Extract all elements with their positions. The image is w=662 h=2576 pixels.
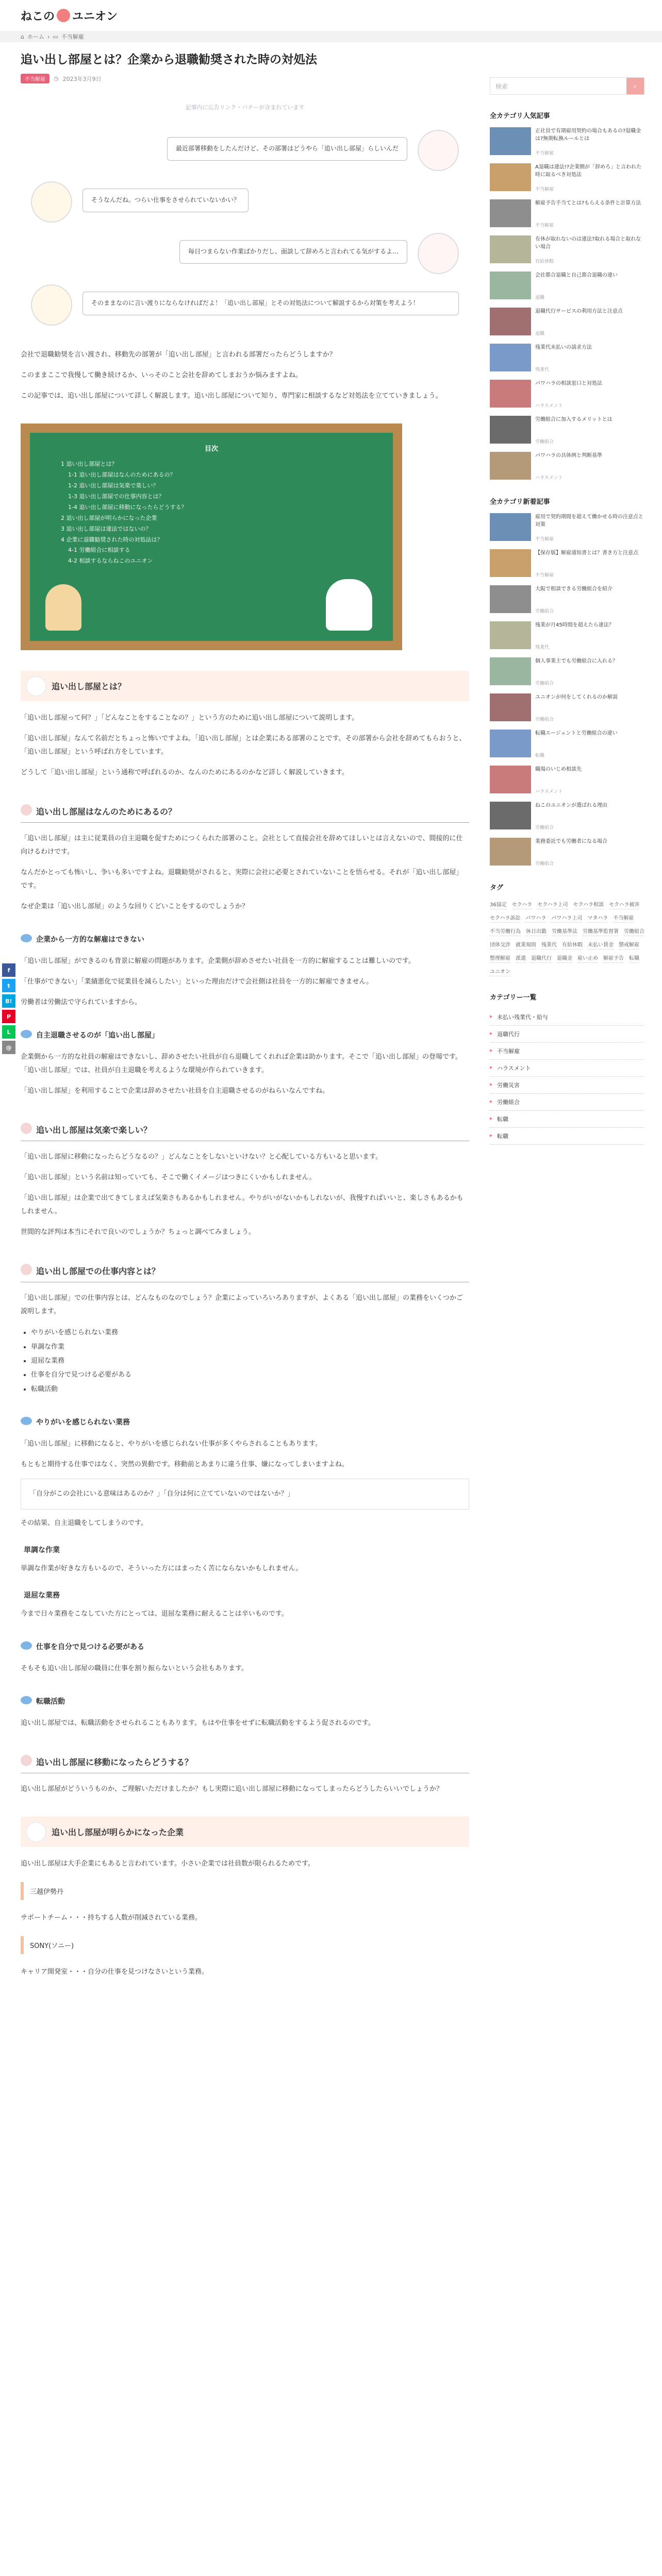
post-category: ハラスメント xyxy=(535,476,563,481)
search-box xyxy=(490,77,644,95)
tag-link[interactable]: ユニオン xyxy=(490,966,510,976)
post-category: ハラスメント xyxy=(535,789,563,794)
site-logo[interactable] xyxy=(21,8,118,24)
pinterest-share-button[interactable]: P xyxy=(2,1010,15,1023)
quote-box xyxy=(21,1479,469,1510)
paragraph: 「追い出し部屋」ができるのも背景に解雇の問題があります。企業側が辞めさせたい社員を一方的に解雇することは難しいのです。 xyxy=(21,957,415,965)
post-thumbnail[interactable] xyxy=(490,621,531,649)
heading-text: 追い出し部屋とは？ xyxy=(52,682,126,692)
tag-link[interactable]: セクハラ訴訟 xyxy=(490,912,520,923)
cat-avatar xyxy=(418,233,459,274)
post-body xyxy=(535,344,592,372)
post-category: 労働組合 xyxy=(535,681,554,686)
post-category: 残業代 xyxy=(535,645,550,650)
post-thumbnail[interactable] xyxy=(490,416,531,444)
paragraph: 「仕事ができない」「業績悪化で従業員を減らしたい」といった理由だけで会社側は社員を一方的に解雇できません。 xyxy=(21,978,373,986)
subheading xyxy=(21,1693,469,1709)
paragraph: 「追い出し部屋」での仕事内容とは、どんなものなのでしょう？企業によっていろいろありますが、よくある「追い出し部屋」の業務をいくつかご説明します。 xyxy=(21,1294,464,1316)
post-thumbnail[interactable] xyxy=(490,163,531,191)
heading-text: 追い出し部屋での仕事内容とは？ xyxy=(36,1266,160,1277)
tag-link[interactable]: 整理解雇 xyxy=(490,953,510,963)
sidebar-post[interactable] xyxy=(490,766,644,794)
post-category: 退職 xyxy=(535,331,545,336)
new-title: 全カテゴリ新着記事 xyxy=(490,498,550,506)
post-thumbnail[interactable] xyxy=(490,838,531,866)
paragraph: そもそも追い出し部屋の職員に仕事を割り振らないという会社もあります。 xyxy=(21,1664,248,1672)
post-body xyxy=(535,163,644,192)
minor-heading: 単調な作業 xyxy=(24,1546,60,1554)
section-heading xyxy=(21,671,469,701)
post-body xyxy=(535,766,582,794)
hatena-share-button[interactable]: B! xyxy=(2,994,15,1008)
post-category: 労働組合 xyxy=(535,439,554,445)
sidebar-post[interactable] xyxy=(490,163,644,192)
post-title[interactable]: A退職は違法!?企業側が「辞めろ」と言われた時に取るべき対処法 xyxy=(535,164,642,178)
post-title[interactable]: 残業代未払いの請求方法 xyxy=(535,345,592,350)
chat-bubble: そのままなのに言い渡りにならなければだよ！「追い出し部屋」とその対処法について解説するから対策を考えよう！ xyxy=(82,292,459,315)
post-category: 労働組合 xyxy=(535,861,554,867)
toc-item[interactable]: 1 追い出し部屋とは？ xyxy=(61,461,118,468)
post-title[interactable]: 大阪で相談できる労働組合を紹介 xyxy=(535,586,613,592)
post-thumbnail[interactable] xyxy=(490,199,531,227)
tag-link[interactable]: セクハラ上司 xyxy=(537,899,568,909)
tag-link[interactable]: 退職金 xyxy=(557,953,572,963)
category-title: カテゴリー一覧 xyxy=(490,994,537,1002)
minor-heading: 退屈な業務 xyxy=(24,1591,60,1600)
sidebar-post[interactable] xyxy=(490,657,644,686)
intro-paragraph: この記事では、追い出し部屋について詳しく解説します。追い出し部屋について知り、専門家に相談するなど対処法を立てていきましょう。 xyxy=(21,392,442,400)
tag-title: タグ xyxy=(490,884,504,892)
post-category: 残業代 xyxy=(535,367,550,372)
logo-text-a: ねこの xyxy=(21,10,55,23)
post-thumbnail[interactable] xyxy=(490,585,531,613)
toc-item[interactable]: 1-4 追い出し部屋に移動になったらどうする？ xyxy=(68,503,187,511)
sidebar-post[interactable] xyxy=(490,416,644,445)
list-item: • 転職活動 xyxy=(31,1382,469,1396)
fish-icon xyxy=(21,1696,32,1704)
toc-item[interactable]: 4 企業に退職勧奨された時の対処法は？ xyxy=(61,536,163,543)
heading-text: 追い出し部屋が明らかになった企業 xyxy=(52,1827,184,1837)
post-title[interactable]: 残業が月45時間を超えたら違法？ xyxy=(535,622,614,628)
post-thumbnail[interactable] xyxy=(490,513,531,541)
post-title[interactable]: 雇用で契約期間を超えて働かせる時の注意点と対策 xyxy=(535,514,643,528)
tag-link[interactable]: 休日出勤 xyxy=(526,926,547,936)
post-body xyxy=(535,513,644,542)
post-body xyxy=(535,308,623,336)
paragraph: 「追い出し部屋」を利用することで企業は辞めさせたい社員を自主退職させるのがねらいなんですね。 xyxy=(21,1087,329,1095)
page-title: 追い出し部屋とは？企業から退職勧奨された時の対処法 xyxy=(21,53,317,66)
tag-link[interactable]: 派遣 xyxy=(516,953,526,963)
paragraph: どうして「追い出し部屋」という通称で呼ばれるのか、なんのためにあるのかなど詳しく解説していきます。 xyxy=(21,769,349,777)
paragraph: 企業側から一方的な社員の解雇はできないし、辞めさせたい社員が自ら退職してくれれば企業は助かります。そこで「追い出し部屋」の登場です。「追い出し部屋」では、社員が自主退職を考えるような環境が作られていきます。 xyxy=(21,1053,462,1075)
post-thumbnail[interactable] xyxy=(490,380,531,408)
subheading xyxy=(21,1027,469,1043)
post-title[interactable]: 【保存版】解雇通知書とは？書き方と注意点 xyxy=(535,550,638,556)
tag-link[interactable]: 不当解雇 xyxy=(613,912,634,923)
heading-text: 企業から一方的な解雇はできない xyxy=(36,936,144,944)
chat-row xyxy=(31,130,459,181)
fish-icon xyxy=(21,934,32,942)
popular-title: 全カテゴリ人気記事 xyxy=(490,112,550,120)
sidebar-post[interactable] xyxy=(490,344,644,372)
breadcrumb-separator: › xyxy=(47,33,50,40)
intro-paragraph: 会社で退職勧奨を言い渡され、移動先の部署が「追い出し部屋」と言われる部署だったらどうしますか？ xyxy=(21,351,336,359)
cat-illustration xyxy=(326,579,372,631)
paragraph: その結果、自主退職をしてしまうのです。 xyxy=(21,1519,147,1527)
list-item: • 退屈な業務 xyxy=(31,1354,469,1368)
article-meta xyxy=(21,74,469,83)
post-body xyxy=(535,657,618,686)
subheading xyxy=(21,1638,469,1655)
owl-avatar xyxy=(31,284,72,326)
sidebar-post[interactable] xyxy=(490,802,644,831)
paw-icon xyxy=(21,1755,32,1766)
heading-text: 追い出し部屋は気楽で楽しい？ xyxy=(36,1125,152,1136)
post-category: 不当解雇 xyxy=(535,223,554,228)
tag-link[interactable]: 労働基準法 xyxy=(552,926,577,936)
post-title[interactable]: パワハラの具体例と判断基準 xyxy=(535,453,602,459)
quote-text: 「自分がこの会社にいる意味はあるのか？」「自分は何に立てていないのではないか？」 xyxy=(29,1489,294,1498)
toc-item[interactable]: 4-2 相談するならねこのユニオン xyxy=(68,557,153,565)
task-list xyxy=(31,1326,469,1396)
post-body xyxy=(535,730,618,758)
category-link[interactable]: ▸ 未払い残業代・給与 xyxy=(490,1009,644,1026)
post-thumbnail[interactable] xyxy=(490,657,531,685)
paragraph: 「追い出し部屋」は主に従業員の自主退職を促すためにつくられた部署のこと。会社として直接会社を辞めてほしいとは言えないので、間接的に仕向けるわけです。 xyxy=(21,835,463,856)
chat-row xyxy=(31,233,459,284)
sidebar-post[interactable] xyxy=(490,199,644,228)
cat-icon xyxy=(26,1822,46,1842)
tag-link[interactable]: パワハラ xyxy=(525,912,546,923)
post-category: 転職 xyxy=(535,753,545,758)
category-link[interactable]: ▸ 労働組合 xyxy=(490,1094,644,1111)
tag-link[interactable]: 就業規則 xyxy=(516,939,536,950)
tag-link[interactable]: パワハラ上司 xyxy=(551,912,582,923)
tag-link[interactable]: セクハラ被害 xyxy=(609,899,639,909)
post-thumbnail[interactable] xyxy=(490,452,531,480)
paw-icon xyxy=(57,9,70,22)
post-category: 労働組合 xyxy=(535,609,554,614)
paragraph: なぜ企業は「追い出し部屋」のような回りくどいことをするのでしょうか？ xyxy=(21,903,249,911)
post-category: 不当解雇 xyxy=(535,151,554,156)
sidebar-post[interactable] xyxy=(490,513,644,542)
post-thumbnail[interactable] xyxy=(490,272,531,299)
company-heading: 三越伊勢丹 xyxy=(21,1882,469,1900)
post-title[interactable]: 個人事業主でも労働組合に入れる？ xyxy=(535,658,618,664)
intro-paragraph: このままここで我慢して働き続けるか、いっそのこと会社を辞めてしまおうか悩みますよね。 xyxy=(21,371,303,380)
search-icon[interactable]: ⌕ xyxy=(626,78,644,94)
popular-list xyxy=(490,127,644,481)
post-title[interactable]: 転職エージェントと労働組合の違い xyxy=(535,731,618,736)
category-link[interactable]: ▸ 労働災害 xyxy=(490,1077,644,1094)
post-body xyxy=(535,452,602,481)
subsection-heading xyxy=(21,1260,469,1282)
cat-icon xyxy=(26,676,46,697)
post-body xyxy=(535,127,644,156)
sidebar-post[interactable] xyxy=(490,452,644,481)
post-body xyxy=(535,838,607,867)
subsection-heading xyxy=(21,1118,469,1141)
toc-board xyxy=(30,433,393,641)
fish-icon xyxy=(21,1641,32,1650)
tag-link[interactable]: 退職代行 xyxy=(531,953,552,963)
tag-link[interactable]: 残業代 xyxy=(541,939,557,950)
post-body xyxy=(535,416,613,445)
post-category: 不当解雇 xyxy=(535,187,554,192)
post-body xyxy=(535,549,638,578)
sidebar-post[interactable] xyxy=(490,838,644,867)
post-body xyxy=(535,235,644,264)
paragraph: 今まで日々業務をこなしていた方にとっては、退屈な業務に耐えることは辛いものです。 xyxy=(21,1609,288,1618)
sidebar xyxy=(490,77,644,2576)
subsection-heading xyxy=(21,800,469,823)
tag-cloud xyxy=(490,899,644,976)
paw-icon xyxy=(21,1264,32,1275)
tag-link[interactable]: マタハラ xyxy=(587,912,608,923)
paragraph: もともと期待する仕事ではなく、突然の異動です。移動前とあまりに違う仕事、嫌になってしまいますよね。 xyxy=(21,1460,349,1468)
heading-text: 追い出し部屋に移動になったらどうする？ xyxy=(36,1757,193,1767)
tag-link[interactable]: 団体交渉 xyxy=(490,939,510,950)
post-thumbnail[interactable] xyxy=(490,235,531,263)
tag-link[interactable]: 雇い止め xyxy=(577,953,598,963)
subheading xyxy=(21,1414,469,1430)
post-title[interactable]: 労働組合に加入するメリットとは xyxy=(535,417,613,422)
post-title[interactable]: 職場のいじめ相談先 xyxy=(535,767,582,772)
post-category: 有給休暇 xyxy=(535,259,554,264)
heading-text: 仕事を自分で見つける必要がある xyxy=(36,1642,144,1651)
toc-item[interactable]: 1-1 追い出し部屋はなんのためにあるの？ xyxy=(68,471,176,479)
paragraph: 追い出し部屋がどういうものか、ご理解いただけましたか？もし実際に追い出し部屋に移動になってしまったらどうしたらいいでしょうか？ xyxy=(21,1785,443,1793)
paragraph: 「追い出し部屋」に移動になると、やりがいを感じられない仕事が多くやらされることもあります。 xyxy=(21,1439,322,1448)
subsection-heading xyxy=(21,1751,469,1773)
post-title[interactable]: ねこのユニオンが選ばれる理由 xyxy=(535,803,607,808)
chat-bubble: 最近部署移動をしたんだけど、その部署はどうやら「追い出し部屋」らしいんだ xyxy=(167,137,407,160)
post-title[interactable]: 有休が取れないのは違法?取れる場合と取れない場合 xyxy=(535,236,641,250)
tag-link[interactable]: 36協定 xyxy=(490,899,507,909)
tag-link[interactable]: 不当労働行為 xyxy=(490,926,521,936)
paragraph: 追い出し部屋では、転職活動をさせられることもあります。もはや仕事をせずに転職活動をするよう促されるのです。 xyxy=(21,1719,375,1727)
post-thumbnail[interactable] xyxy=(490,730,531,757)
post-thumbnail[interactable] xyxy=(490,693,531,721)
post-body xyxy=(535,380,602,409)
post-title[interactable]: パワハラの相談窓口と対処法 xyxy=(535,381,602,386)
heading-text: 自主退職させるのが「追い出し部屋」 xyxy=(36,1031,159,1040)
tag-link[interactable]: 転職 xyxy=(629,953,639,963)
paragraph: 「追い出し部屋」なんて名前だとちょっと怖いですよね。「追い出し部屋」とは企業にある部署のことです。その部署から会社を辞めてもらおうと、「追い出し部屋」という呼ばれ方をしています。 xyxy=(21,735,466,756)
owl-illustration xyxy=(45,584,81,631)
list-item: • 単調な作業 xyxy=(31,1340,469,1354)
post-thumbnail[interactable] xyxy=(490,549,531,577)
new-list xyxy=(490,513,644,867)
tag-link[interactable]: セクハラ相談 xyxy=(573,899,604,909)
category-link[interactable]: ▸ 退職代行 xyxy=(490,1026,644,1043)
paragraph: 「追い出し部屋に移動になったらどうなるの？」どんなことをしないといけない？と心配している方もいると思います。 xyxy=(21,1153,382,1161)
post-thumbnail[interactable] xyxy=(490,127,531,155)
post-thumbnail[interactable] xyxy=(490,802,531,829)
category-list xyxy=(490,1009,644,1145)
breadcrumb xyxy=(0,31,662,42)
paragraph: サポートチーム・・・持ちする人数が削減されている業務。 xyxy=(21,1913,202,1922)
logo-text-b: ユニオン xyxy=(72,10,118,23)
category-link[interactable]: ▸ 転職 xyxy=(490,1128,644,1145)
sidebar-post[interactable] xyxy=(490,549,644,578)
post-date: 2023年3月9日 xyxy=(62,75,102,82)
paragraph: 「追い出し部屋って何？」「どんなことをすることなの？」という方のために追い出し部屋について説明します。 xyxy=(21,714,359,722)
post-category: ハラスメント xyxy=(535,403,563,409)
table-of-contents xyxy=(21,423,402,650)
sidebar-post[interactable] xyxy=(490,585,644,614)
share-bar xyxy=(2,963,15,1056)
facebook-share-button[interactable]: f xyxy=(2,963,15,977)
sidebar-post[interactable] xyxy=(490,730,644,758)
paw-icon xyxy=(21,1123,32,1134)
post-title[interactable]: 解雇予告手当てとは?もらえる条件と計算方法 xyxy=(535,200,641,206)
chat-row xyxy=(31,284,459,341)
fish-icon xyxy=(21,1417,32,1425)
company-heading: SONY(ソニー) xyxy=(21,1936,469,1954)
toc-item[interactable]: 2 追い出し部屋が明らかになった企業 xyxy=(61,514,157,521)
toc-item[interactable]: 1-3 追い出し部屋での仕事内容とは？ xyxy=(68,493,164,500)
category-link[interactable]: ▸ ハラスメント xyxy=(490,1060,644,1077)
post-body xyxy=(535,693,618,722)
section-heading xyxy=(21,1817,469,1847)
pr-notice: 記事内に広告リンク・バナーが含まれています xyxy=(185,104,305,111)
paragraph: 「追い出し部屋」は企業で出てきてしまえば気楽さもあるかもしれません。やりがいがないかもしれないが、我慢すればいいと、楽しさもあるかもしれません。 xyxy=(21,1194,464,1216)
post-body xyxy=(535,585,613,614)
tag-link[interactable]: 労働組合 xyxy=(624,926,644,936)
tag-link[interactable]: 未払い賃金 xyxy=(588,939,614,950)
paragraph: キャリア開発室・・・自分の仕事を見つけなさいという業務。 xyxy=(21,1968,209,1976)
owl-avatar xyxy=(31,181,72,223)
toc-title: 目次 xyxy=(204,445,218,453)
sidebar-post[interactable] xyxy=(490,308,644,336)
sidebar-post[interactable] xyxy=(490,621,644,650)
toc-item[interactable]: 4-1 労働組合に相談する xyxy=(68,547,130,554)
category-link[interactable]: ▸ 不当解雇 xyxy=(490,1043,644,1060)
toc-item[interactable]: 1-2 追い出し部屋は気楽で楽しい？ xyxy=(68,482,159,489)
line-share-button[interactable]: L xyxy=(2,1025,15,1039)
post-body xyxy=(535,621,614,650)
toc-item[interactable]: 3 追い出し部屋は違法ではないの？ xyxy=(61,525,152,532)
category-badge[interactable]: 不当解雇 xyxy=(21,74,49,83)
heading-text: やりがいを感じられない業務 xyxy=(36,1418,130,1427)
tag-link[interactable]: 有給休暇 xyxy=(562,939,583,950)
chat-bubble: そうなんだね。つらい仕事をさせられていないかい？ xyxy=(82,189,249,212)
post-title[interactable]: 業務委託でも労働者になる場合 xyxy=(535,839,607,844)
tag-link[interactable]: 労働基準監督署 xyxy=(583,926,619,936)
chat-bubble: 毎日つまらない作業ばかりだし、面談して辞めろと言われてる気がするよ… xyxy=(179,240,407,263)
paragraph: なんだかとっても怖いし、争いも多いですよね。退職勧奨がされると、実際に会社に必要とされていないことを悟らせる。それが「追い出し部屋」です。 xyxy=(21,869,463,890)
list-item: • 仕事を自分で見つける必要がある xyxy=(31,1368,469,1382)
paragraph: 「追い出し部屋」という名前は知っていても、そこで働くイメージはつきにくいかもしれません。 xyxy=(21,1174,316,1182)
category-link[interactable]: ▸ 転職 xyxy=(490,1111,644,1128)
post-category: 労働組合 xyxy=(535,825,554,831)
site-header xyxy=(0,0,662,31)
post-category: 不当解雇 xyxy=(535,573,554,578)
post-title[interactable]: 退職代行サービスの利用方法と注意点 xyxy=(535,309,623,314)
copy-link-button[interactable]: @ xyxy=(2,1041,15,1054)
breadcrumb-category[interactable]: 不当解雇 xyxy=(61,33,84,40)
clock-icon: ◷ xyxy=(54,75,59,82)
sidebar-post[interactable] xyxy=(490,235,644,264)
twitter-share-button[interactable]: t xyxy=(2,979,15,992)
post-category: 労働組合 xyxy=(535,717,554,722)
post-category: 退職 xyxy=(535,295,545,300)
post-category: 不当解雇 xyxy=(535,537,554,542)
folder-icon: ▭ xyxy=(53,33,58,40)
post-title[interactable]: ユニオンが何をしてくれるのか解説 xyxy=(535,694,618,700)
post-body xyxy=(535,272,618,300)
subheading xyxy=(21,931,469,947)
chat-row xyxy=(31,181,459,233)
list-item: • やりがいを感じられない業務 xyxy=(31,1326,469,1340)
cat-avatar xyxy=(418,130,459,171)
paragraph: 労働者は労働法で守られていますから。 xyxy=(21,998,142,1007)
post-body xyxy=(535,802,607,831)
post-thumbnail[interactable] xyxy=(490,766,531,793)
tag-link[interactable]: 懲戒解雇 xyxy=(619,939,639,950)
post-thumbnail[interactable] xyxy=(490,308,531,335)
post-thumbnail[interactable] xyxy=(490,344,531,371)
search-input[interactable]: 検索 xyxy=(495,82,508,90)
paragraph: 単調な作業が好きな方もいるので、そういった方にはまったく苦にならないかもしれません。 xyxy=(21,1564,303,1572)
post-title[interactable]: 正社員で有期雇用契約の場合もあるの?退職金は?無期転換ルールとは xyxy=(535,128,641,142)
sidebar-post[interactable] xyxy=(490,693,644,722)
heading-text: 転職活動 xyxy=(36,1697,65,1706)
fish-icon xyxy=(21,1030,32,1038)
breadcrumb-home[interactable]: ホーム xyxy=(27,33,44,40)
post-body xyxy=(535,199,641,228)
heading-text: 追い出し部屋はなんのためにあるの？ xyxy=(36,807,177,817)
tag-link[interactable]: 解雇予告 xyxy=(603,953,624,963)
post-title[interactable]: 会社都合退職と自己都合退職の違い xyxy=(535,273,618,278)
sidebar-post[interactable] xyxy=(490,272,644,300)
sidebar-post[interactable] xyxy=(490,380,644,409)
paragraph: 世間的な評判は本当にそれで良いのでしょうか？ちょっと調べてみましょう。 xyxy=(21,1228,256,1236)
paragraph: 追い出し部屋は大手企業にもあると言われています。小さい企業では社員数が限られるためです。 xyxy=(21,1859,315,1868)
tag-link[interactable]: セクハラ xyxy=(512,899,532,909)
paw-icon xyxy=(21,804,32,816)
home-icon: ⌂ xyxy=(21,33,24,40)
sidebar-post[interactable] xyxy=(490,127,644,156)
article-main xyxy=(21,52,469,2576)
